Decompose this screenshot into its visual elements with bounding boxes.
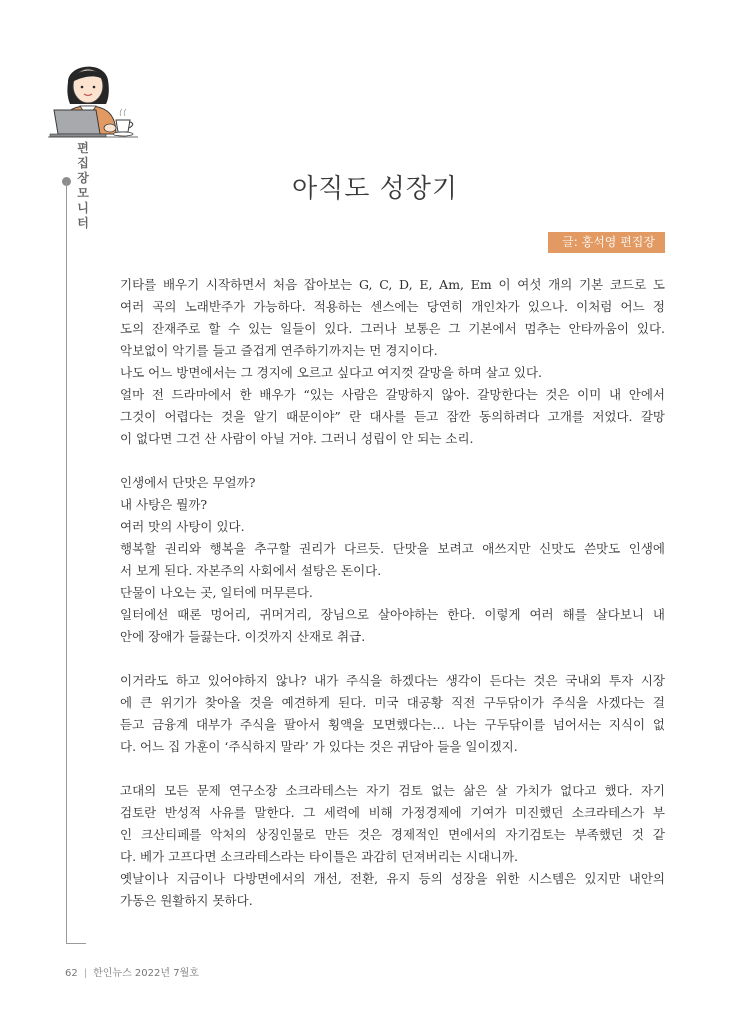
text-line: 서 보게 된다. 자본주의 사회에서 설탕은 돈이다.: [120, 563, 382, 578]
text-line: 여러 맛의 사탕이 있다.: [120, 519, 245, 534]
author-byline: 글: 홍석영 편집장: [548, 232, 665, 253]
text-line: 단물이 나오는 곳, 일터에 머무른다.: [120, 585, 313, 600]
footer-separator: |: [83, 968, 88, 979]
text-line: 나도 어느 방면에서는 그 경지에 오르고 싶다고 여지껏 갈망을 하며 살고 있다.: [120, 365, 543, 380]
text-line: 여러 곡의 노래반주가 가능하다. 적용하는 센스에는 당연히 개인차가 있으나. 이처럼 어느 정: [120, 299, 665, 314]
page-number: 62: [65, 968, 78, 979]
section-divider-foot: [66, 943, 86, 944]
text-line: 행복할 권리와 행복을 추구할 권리가 다르듯. 단맛을 보려고 애쓰지만 신맛도 쓴맛도 인생에: [120, 541, 665, 556]
paragraph: [120, 670, 665, 758]
paragraph: [120, 274, 665, 450]
text-line: 그것이 어렵다는 것을 알기 때문이야” 란 대사를 듣고 잠깐 동의하려다 고개를 저었다. 갈망: [120, 409, 665, 424]
publication-name: 한인뉴스 2022년 7월호: [93, 968, 199, 979]
text-line: 가동은 원활하지 못하다.: [120, 893, 253, 908]
text-line: 검토란 반성적 사유를 말한다. 그 세력에 비해 가정경제에 기여가 미진했던 소크라테스가 부: [120, 805, 665, 820]
article-body: [120, 274, 665, 934]
text-line: 내 사탕은 뭘까?: [120, 497, 208, 512]
text-line: 다. 베가 고프다면 소크라테스라는 타이틀은 과감히 던져버리는 시대니까.: [120, 849, 519, 864]
editor-with-laptop-illustration: [46, 56, 140, 138]
page-footer: [65, 964, 199, 979]
text-line: 도의 잔재주로 할 수 있는 일들이 있다. 그러나 보통은 그 기본에서 멈추는 안타까움이 있다.: [120, 321, 665, 336]
text-line: 고대의 모든 문제 연구소장 소크라테스는 자기 검토 없는 삶은 살 가치가 없다고 했다. 자기: [120, 783, 665, 798]
text-line: 이 없다면 그건 산 사람이 아닐 거야. 그러니 성립이 안 되는 소리.: [120, 431, 474, 446]
text-line: 일터에선 때론 멍어리, 귀머거리, 장님으로 살아야하는 한다. 이렇게 여러 해를 살다보니 내: [120, 607, 665, 622]
paragraph: [120, 472, 665, 648]
paragraph: [120, 780, 665, 912]
text-line: 듣고 금융계 대부가 주식을 팔아서 횡액을 모면했다는… 나는 구두닦이를 넘어서는 지식이 없: [120, 717, 665, 732]
text-line: 안에 장애가 들끓는다. 이것까지 산재로 취급.: [120, 629, 366, 644]
text-line: 인 크산티페를 악처의 상징인물로 만든 것은 경제적인 면에서의 자기검토는 부족했던 것 같: [120, 827, 665, 842]
text-line: 얼마 전 드라마에서 한 배우가 “있는 사람은 갈망하지 않아. 갈망한다는 것은 이미 내 안에서: [120, 387, 665, 402]
article-title: 아직도 성장기: [292, 174, 458, 204]
section-label: 편집장모니터: [77, 141, 89, 230]
text-line: 옛날이나 지금이나 다방면에서의 개선, 전환, 유지 등의 성장을 위한 시스템은 있지만 내안의: [120, 871, 665, 886]
text-line: 악보없이 악기를 들고 즐겁게 연주하기까지는 먼 경지이다.: [120, 343, 438, 358]
text-line: 인생에서 단맛은 무얼까?: [120, 475, 256, 490]
text-line: 에 큰 위기가 찾아올 것을 예견하게 된다. 미국 대공황 직전 구두닦이가 주식을 사겠다는 걸: [120, 695, 665, 710]
section-divider-line: [66, 182, 67, 944]
text-line: 기타를 배우기 시작하면서 처음 잡아보는 G, C, D, E, Am, Em 이 여섯 개의 기본 코드로 도: [120, 277, 665, 292]
text-line: 이거라도 하고 있어야하지 않나? 내가 주식을 하겠다는 생각이 든다는 것은 국내외 투자 시장: [120, 673, 665, 688]
text-line: 다. 어느 집 가훈이 ‘주식하지 말라’ 가 있다는 것은 귀담아 들을 일이겠지.: [120, 739, 518, 754]
